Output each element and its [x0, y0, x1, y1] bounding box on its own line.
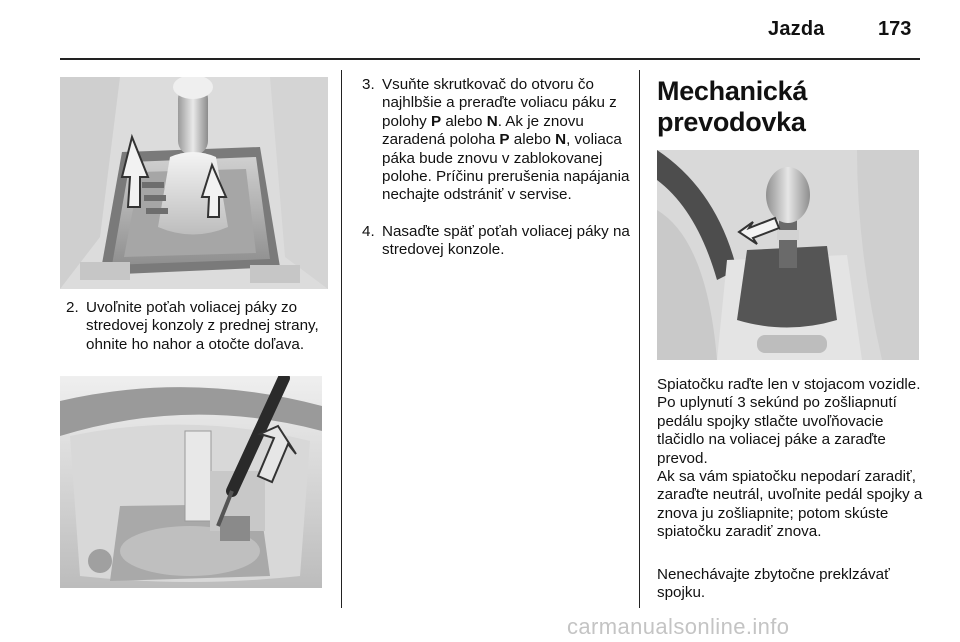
- step-number: 3.: [362, 76, 375, 93]
- step-text: Nasaďte späť poťah voliacej páky na stredovej konzole.: [382, 223, 630, 259]
- step-3: [362, 76, 634, 205]
- page-number: 173: [878, 18, 912, 40]
- column-divider-left: [341, 70, 342, 608]
- step-number: 2.: [66, 299, 79, 316]
- figure-selector-lever: [60, 77, 328, 289]
- step-text: Vsuňte skrutkovač do otvoru čo najhlbšie a preraďte voliacu páku z polohy P alebo N. Ak je znovu zaradená poloha P alebo N, voliaca páka bude znovu v zablokovanej polohe. Príčinu prerušenia napájania nechajte odstrániť v servise.: [382, 76, 630, 204]
- section-heading: Mechanická prevodovka: [657, 76, 808, 137]
- step-text: Uvoľnite poťah voliacej páky zo stredovej konzoly z prednej strany, ohnite ho nahor a otočte doľava.: [86, 299, 319, 353]
- section-name: Jazda: [768, 18, 825, 40]
- figure-gear-shift: [657, 150, 919, 360]
- watermark: carmanualsonline.info: [567, 614, 790, 639]
- paragraph-2: Ak sa vám spiatočku nepodarí zaradiť, zaraďte neutrál, uvoľnite pedál spojky a znova ju zošliapnite; potom skúste spiatočku zaradiť znova.: [657, 468, 923, 541]
- column-divider-right: [639, 70, 640, 608]
- figure-screwdriver: [60, 376, 322, 588]
- paragraph-1: Spiatočku raďte len v stojacom vozidle. Po uplynutí 3 sekúnd po zošliapnutí pedálu spojky stlačte uvoľňovacie tlačidlo na voliacej páke a zaraďte prevod.: [657, 376, 921, 467]
- paragraph-3: Nenechávajte zbytočne preklzávať spojku.: [657, 566, 890, 602]
- step-number: 4.: [362, 223, 375, 240]
- page-header: [0, 0, 960, 64]
- step-4: [362, 223, 634, 260]
- gear-shift-illustration: [657, 150, 919, 360]
- screwdriver-illustration: [60, 376, 322, 588]
- step-2: [66, 299, 334, 354]
- header-rule: [60, 58, 920, 60]
- selector-lever-illustration: [60, 77, 328, 289]
